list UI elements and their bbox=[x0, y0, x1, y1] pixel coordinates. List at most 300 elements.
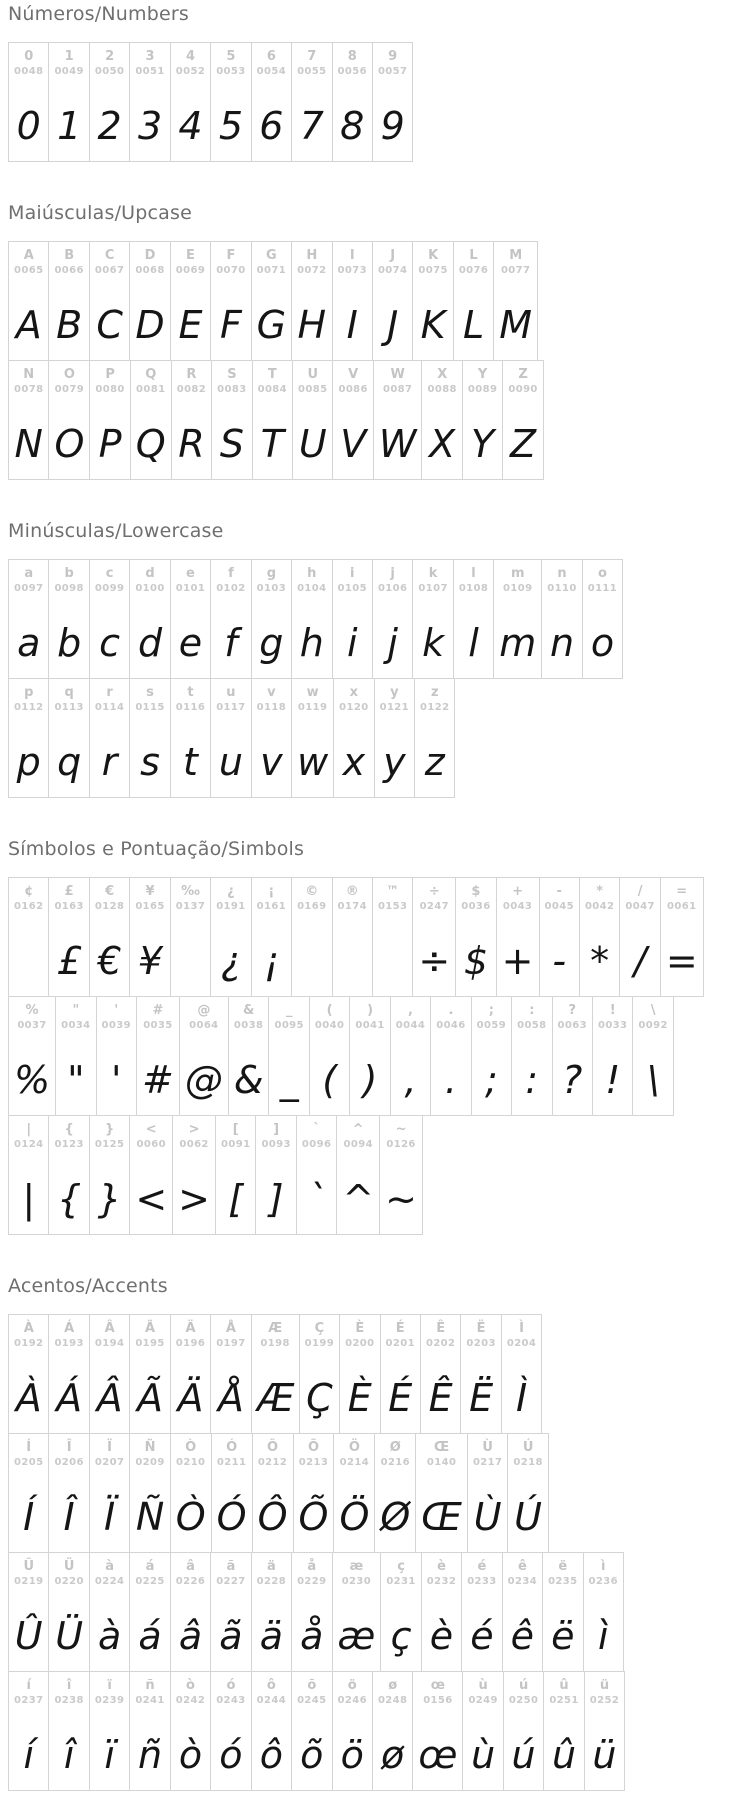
unicode-code: 0204 bbox=[506, 1338, 537, 1349]
unicode-code: 0193 bbox=[54, 1338, 84, 1349]
unicode-code: 0097 bbox=[14, 583, 44, 594]
reference-char: L bbox=[469, 248, 478, 263]
unicode-code: 0156 bbox=[423, 1695, 453, 1706]
reference-char: ® bbox=[345, 884, 359, 899]
font-glyph: g bbox=[259, 621, 284, 665]
unicode-code: 0203 bbox=[466, 1338, 496, 1349]
glyph-cell-0054 bbox=[251, 43, 291, 161]
font-glyph: ç bbox=[390, 1614, 412, 1658]
unicode-code: 0088 bbox=[427, 384, 457, 395]
font-glyph: f bbox=[224, 621, 238, 665]
glyph-cell-0224 bbox=[89, 1553, 129, 1671]
glyph-cell-0095 bbox=[268, 997, 308, 1115]
reference-char: W bbox=[390, 367, 405, 382]
reference-char: P bbox=[105, 367, 115, 382]
glyph-cell-0116 bbox=[170, 679, 210, 797]
font-glyph: â bbox=[178, 1614, 203, 1658]
glyph-cell-0069 bbox=[170, 242, 210, 360]
font-glyph: X bbox=[429, 422, 456, 466]
glyph-cell-0056 bbox=[332, 43, 372, 161]
glyph-cell-0047 bbox=[619, 878, 659, 996]
glyph-cell-0063 bbox=[552, 997, 592, 1115]
glyph-cell-0225 bbox=[129, 1553, 169, 1671]
reference-char: V bbox=[348, 367, 359, 382]
unicode-code: 0057 bbox=[377, 66, 408, 77]
glyph-cell-0213 bbox=[293, 1434, 334, 1552]
reference-char: £ bbox=[64, 884, 74, 899]
font-glyph: Î bbox=[63, 1495, 75, 1539]
unicode-code: 0054 bbox=[256, 66, 287, 77]
font-glyph: È bbox=[347, 1376, 372, 1420]
font-glyph: M bbox=[499, 303, 533, 347]
glyph-row bbox=[8, 360, 544, 480]
unicode-code: 0126 bbox=[386, 1139, 416, 1150]
unicode-code: 0163 bbox=[54, 901, 84, 912]
reference-char: } bbox=[104, 1122, 115, 1137]
glyph-row-wrap bbox=[8, 361, 730, 480]
font-glyph: t bbox=[183, 740, 198, 784]
reference-char: l bbox=[471, 566, 476, 581]
unicode-code: 0230 bbox=[341, 1576, 372, 1587]
glyph-cell-0033 bbox=[592, 997, 632, 1115]
font-glyph: å bbox=[300, 1614, 324, 1658]
glyph-row-wrap bbox=[8, 42, 730, 162]
reference-char: / bbox=[637, 884, 643, 899]
glyph-cell-0233 bbox=[461, 1553, 501, 1671]
unicode-code: 0236 bbox=[588, 1576, 618, 1587]
reference-char: C bbox=[104, 248, 115, 263]
glyph-cell-0197 bbox=[210, 1315, 250, 1433]
font-glyph: Ô bbox=[257, 1495, 288, 1539]
reference-char: f bbox=[228, 566, 234, 581]
unicode-code: 0036 bbox=[461, 901, 491, 912]
reference-char: U bbox=[307, 367, 319, 382]
font-glyph: 0 bbox=[16, 104, 41, 148]
unicode-code: 0106 bbox=[377, 583, 408, 594]
reference-char: [ bbox=[232, 1122, 239, 1137]
unicode-code: 0128 bbox=[94, 901, 125, 912]
unicode-code: 0093 bbox=[261, 1139, 291, 1150]
glyph-cell-0169 bbox=[291, 878, 331, 996]
unicode-code: 0099 bbox=[94, 583, 125, 594]
unicode-code: 0089 bbox=[467, 384, 498, 395]
unicode-code: 0063 bbox=[557, 1020, 587, 1031]
font-glyph: ö bbox=[340, 1733, 364, 1777]
font-glyph: ~ bbox=[385, 1177, 417, 1221]
unicode-code: 0231 bbox=[386, 1576, 416, 1587]
font-glyph: Â bbox=[96, 1376, 123, 1420]
reference-char: ^ bbox=[352, 1122, 364, 1137]
unicode-code: 0077 bbox=[500, 265, 531, 276]
reference-char: ï bbox=[107, 1678, 112, 1693]
unicode-code: 0161 bbox=[256, 901, 287, 912]
glyph-cell-0245 bbox=[291, 1672, 331, 1790]
glyph-cell-0094 bbox=[336, 1116, 379, 1234]
font-glyph: Ñ bbox=[135, 1495, 165, 1539]
glyph-cell-0076 bbox=[453, 242, 493, 360]
section-title-symbols: Símbolos e Pontuação/Simbols bbox=[8, 838, 305, 860]
reference-char: = bbox=[676, 884, 688, 899]
reference-char: 2 bbox=[105, 49, 115, 64]
unicode-code: 0043 bbox=[502, 901, 533, 912]
unicode-code: 0228 bbox=[256, 1576, 287, 1587]
reference-char: < bbox=[145, 1122, 157, 1137]
font-glyph: ¿ bbox=[220, 939, 241, 983]
reference-char: 9 bbox=[388, 49, 398, 64]
glyph-cell-0061 bbox=[660, 878, 703, 996]
font-glyph: É bbox=[388, 1376, 413, 1420]
font-glyph: L bbox=[462, 303, 485, 347]
reference-char: å bbox=[307, 1559, 317, 1574]
unicode-code: 0118 bbox=[256, 702, 287, 713]
unicode-code: 0120 bbox=[339, 702, 369, 713]
unicode-code: 0235 bbox=[548, 1576, 578, 1587]
font-glyph: ÷ bbox=[418, 939, 451, 983]
reference-char: h bbox=[307, 566, 317, 581]
reference-char: Ê bbox=[436, 1321, 446, 1336]
font-glyph: Õ bbox=[298, 1495, 329, 1539]
glyph-cell-0096 bbox=[296, 1116, 336, 1234]
glyph-cell-0163 bbox=[48, 878, 88, 996]
reference-char: ™ bbox=[386, 884, 400, 899]
font-glyph: > bbox=[178, 1177, 210, 1221]
glyph-cell-0243 bbox=[210, 1672, 250, 1790]
glyph-cell-0156 bbox=[412, 1672, 462, 1790]
font-glyph: Ú bbox=[514, 1495, 542, 1539]
font-glyph: c bbox=[99, 621, 121, 665]
font-glyph: F bbox=[219, 303, 242, 347]
font-glyph: Û bbox=[14, 1614, 43, 1658]
reference-char: Z bbox=[518, 367, 528, 382]
unicode-code: 0037 bbox=[17, 1020, 47, 1031]
reference-char: p bbox=[24, 685, 34, 700]
unicode-code: 0034 bbox=[61, 1020, 91, 1031]
font-glyph: Ù bbox=[473, 1495, 502, 1539]
glyph-row-wrap bbox=[8, 1314, 730, 1434]
reference-char: M bbox=[509, 248, 523, 263]
reference-char: + bbox=[512, 884, 524, 899]
font-glyph: Å bbox=[217, 1376, 244, 1420]
glyph-cell-0064 bbox=[179, 997, 228, 1115]
reference-char: 5 bbox=[226, 49, 236, 64]
reference-char: ü bbox=[599, 1678, 610, 1693]
font-glyph: œ bbox=[418, 1733, 458, 1777]
glyph-row bbox=[8, 1314, 542, 1434]
font-glyph: . bbox=[444, 1058, 457, 1102]
reference-char: D bbox=[144, 248, 156, 263]
font-glyph: € bbox=[97, 939, 122, 983]
reference-char: A bbox=[23, 248, 34, 263]
glyph-cell-0248 bbox=[372, 1672, 412, 1790]
section-title-lowercase: Minúsculas/Lowercase bbox=[8, 520, 224, 542]
glyph-cell-0153 bbox=[372, 878, 412, 996]
font-glyph: : bbox=[525, 1058, 539, 1102]
unicode-code: 0198 bbox=[260, 1338, 290, 1349]
reference-char: Ñ bbox=[144, 1440, 156, 1455]
glyph-cell-0068 bbox=[129, 242, 169, 360]
font-glyph: d bbox=[137, 621, 163, 665]
reference-char: Ã bbox=[145, 1321, 156, 1336]
unicode-code: 0072 bbox=[297, 265, 327, 276]
glyph-cell-0210 bbox=[170, 1434, 211, 1552]
font-glyph: ñ bbox=[137, 1733, 163, 1777]
font-glyph: á bbox=[138, 1614, 162, 1658]
unicode-code: 0042 bbox=[584, 901, 615, 912]
unicode-code: 0137 bbox=[175, 901, 206, 912]
reference-char: ¿ bbox=[227, 884, 235, 899]
unicode-code: 0094 bbox=[343, 1139, 373, 1150]
reference-char: Ú bbox=[522, 1440, 534, 1455]
glyph-row-wrap bbox=[8, 679, 730, 798]
font-glyph: s bbox=[140, 740, 160, 784]
unicode-code: 0246 bbox=[337, 1695, 367, 1706]
reference-char: c bbox=[105, 566, 114, 581]
glyph-cell-0198 bbox=[251, 1315, 299, 1433]
reference-char: Ø bbox=[389, 1440, 401, 1455]
reference-char: # bbox=[152, 1003, 164, 1018]
reference-char: t bbox=[187, 685, 194, 700]
unicode-code: 0067 bbox=[94, 265, 125, 276]
font-glyph: Z bbox=[510, 422, 537, 466]
unicode-code: 0109 bbox=[503, 583, 533, 594]
unicode-code: 0102 bbox=[216, 583, 246, 594]
glyph-cell-0050 bbox=[89, 43, 129, 161]
font-glyph: Ø bbox=[380, 1495, 411, 1539]
glyph-cell-0109 bbox=[493, 560, 541, 678]
reference-char: ` bbox=[313, 1122, 320, 1137]
font-glyph: & bbox=[233, 1058, 264, 1102]
reference-char: Ö bbox=[348, 1440, 360, 1455]
reference-char: X bbox=[437, 367, 448, 382]
font-glyph: Æ bbox=[256, 1376, 294, 1420]
glyph-cell-0123 bbox=[48, 1116, 88, 1234]
reference-char: E bbox=[186, 248, 195, 263]
reference-char: Ü bbox=[63, 1559, 75, 1574]
unicode-code: 0090 bbox=[508, 384, 538, 395]
glyph-cell-0230 bbox=[332, 1553, 381, 1671]
font-glyph: ; bbox=[484, 1058, 498, 1102]
section-title-uppercase: Maiúsculas/Upcase bbox=[8, 202, 193, 224]
unicode-code: 0232 bbox=[426, 1576, 457, 1587]
reference-char: Î bbox=[66, 1440, 72, 1455]
font-glyph: ó bbox=[219, 1733, 243, 1777]
reference-char: é bbox=[477, 1559, 487, 1574]
glyph-cell-0140 bbox=[415, 1434, 467, 1552]
glyph-cell-0120 bbox=[333, 679, 373, 797]
unicode-code: 0055 bbox=[297, 66, 327, 77]
unicode-code: 0241 bbox=[135, 1695, 165, 1706]
reference-char: _ bbox=[285, 1003, 293, 1018]
font-glyph: _ bbox=[279, 1058, 299, 1102]
reference-char: w bbox=[306, 685, 319, 700]
reference-char: z bbox=[430, 685, 439, 700]
glyph-cell-0249 bbox=[462, 1672, 502, 1790]
glyph-cell-0080 bbox=[89, 361, 129, 479]
reference-char: a bbox=[24, 566, 34, 581]
unicode-code: 0212 bbox=[257, 1457, 288, 1468]
reference-char: % bbox=[25, 1003, 39, 1018]
glyph-cell-0041 bbox=[349, 997, 389, 1115]
reference-char: ê bbox=[517, 1559, 527, 1574]
section-title-numbers: Números/Numbers bbox=[8, 3, 189, 25]
glyph-cell-0203 bbox=[460, 1315, 500, 1433]
glyph-cell-0086 bbox=[332, 361, 372, 479]
reference-char: Ù bbox=[482, 1440, 493, 1455]
reference-char: ; bbox=[488, 1003, 494, 1018]
unicode-code: 0217 bbox=[472, 1457, 503, 1468]
glyph-cell-0237 bbox=[9, 1672, 48, 1790]
unicode-code: 0076 bbox=[458, 265, 489, 276]
font-glyph: 2 bbox=[97, 104, 122, 148]
font-glyph: ò bbox=[178, 1733, 203, 1777]
glyph-cell-0087 bbox=[373, 361, 422, 479]
font-glyph: õ bbox=[300, 1733, 324, 1777]
glyph-cell-0112 bbox=[9, 679, 48, 797]
font-glyph: ` bbox=[307, 1177, 327, 1221]
glyph-cell-0242 bbox=[170, 1672, 210, 1790]
reference-char: ( bbox=[326, 1003, 333, 1018]
font-glyph: £ bbox=[57, 939, 82, 983]
unicode-code: 0213 bbox=[298, 1457, 329, 1468]
font-glyph: Í bbox=[23, 1495, 35, 1539]
font-glyph: Ï bbox=[103, 1495, 116, 1539]
reference-char: r bbox=[106, 685, 113, 700]
glyph-cell-0058 bbox=[511, 997, 551, 1115]
glyph-cell-0199 bbox=[299, 1315, 339, 1433]
reference-char: { bbox=[64, 1122, 74, 1137]
font-glyph: Q bbox=[135, 422, 166, 466]
reference-char: q bbox=[64, 685, 74, 700]
glyph-cell-0083 bbox=[211, 361, 251, 479]
reference-char: * bbox=[596, 884, 604, 899]
font-glyph: Ö bbox=[339, 1495, 370, 1539]
font-glyph: + bbox=[501, 939, 534, 983]
font-glyph: ' bbox=[111, 1058, 122, 1102]
reference-char: ø bbox=[388, 1678, 398, 1693]
font-glyph: H bbox=[297, 303, 327, 347]
unicode-code: 0124 bbox=[14, 1139, 44, 1150]
unicode-code: 0194 bbox=[94, 1338, 125, 1349]
glyph-row-wrap bbox=[8, 1672, 730, 1791]
glyph-cell-0192 bbox=[9, 1315, 48, 1433]
font-glyph: ä bbox=[259, 1614, 283, 1658]
font-glyph: Ê bbox=[428, 1376, 453, 1420]
font-glyph: r bbox=[101, 740, 118, 784]
unicode-code: 0225 bbox=[135, 1576, 165, 1587]
reference-char: g bbox=[266, 566, 276, 581]
glyph-cell-0084 bbox=[252, 361, 292, 479]
font-glyph: h bbox=[299, 621, 324, 665]
glyph-cell-0125 bbox=[89, 1116, 129, 1234]
reference-char: á bbox=[145, 1559, 155, 1574]
glyph-cell-0044 bbox=[390, 997, 430, 1115]
unicode-code: 0195 bbox=[135, 1338, 165, 1349]
glyph-row-wrap bbox=[8, 1553, 730, 1672]
glyph-cell-0246 bbox=[332, 1672, 372, 1790]
font-glyph: i bbox=[346, 621, 358, 665]
font-glyph: w bbox=[297, 740, 329, 784]
glyph-cell-0071 bbox=[251, 242, 291, 360]
glyph-cell-0093 bbox=[255, 1116, 295, 1234]
unicode-code: 0086 bbox=[338, 384, 368, 395]
font-glyph: Ä bbox=[177, 1376, 204, 1420]
glyph-cell-0117 bbox=[210, 679, 250, 797]
font-glyph: À bbox=[15, 1376, 42, 1420]
font-glyph: 4 bbox=[178, 104, 203, 148]
font-glyph: ù bbox=[471, 1733, 496, 1777]
reference-char: n bbox=[557, 566, 567, 581]
glyph-cell-0229 bbox=[291, 1553, 331, 1671]
font-glyph: x bbox=[342, 740, 366, 784]
font-glyph: p bbox=[16, 740, 41, 784]
glyph-cell-0241 bbox=[129, 1672, 169, 1790]
reference-char: 4 bbox=[185, 49, 195, 64]
section-lowercase bbox=[8, 520, 730, 798]
reference-char: e bbox=[186, 566, 195, 581]
unicode-code: 0218 bbox=[513, 1457, 543, 1468]
glyph-row-wrap bbox=[8, 877, 730, 997]
font-glyph: 9 bbox=[380, 104, 405, 148]
reference-char: j bbox=[390, 566, 395, 581]
section-uppercase bbox=[8, 202, 730, 480]
font-glyph: ü bbox=[592, 1733, 617, 1777]
glyph-cell-0090 bbox=[502, 361, 542, 479]
unicode-code: 0239 bbox=[94, 1695, 125, 1706]
font-glyph: Ã bbox=[137, 1376, 164, 1420]
unicode-code: 0191 bbox=[216, 901, 246, 912]
unicode-code: 0122 bbox=[420, 702, 450, 713]
glyph-cell-0232 bbox=[421, 1553, 461, 1671]
reference-char: Õ bbox=[307, 1440, 319, 1455]
glyph-cell-0065 bbox=[9, 242, 48, 360]
font-glyph: [ bbox=[228, 1177, 244, 1221]
reference-char: ÷ bbox=[428, 884, 440, 899]
glyph-cell-0082 bbox=[171, 361, 211, 479]
unicode-code: 0075 bbox=[418, 265, 448, 276]
reference-char: Â bbox=[104, 1321, 115, 1336]
reference-char: N bbox=[23, 367, 35, 382]
reference-char: À bbox=[23, 1321, 34, 1336]
reference-char: v bbox=[267, 685, 276, 700]
glyph-cell-0060 bbox=[129, 1116, 172, 1234]
glyph-cell-0113 bbox=[48, 679, 88, 797]
reference-char: Ä bbox=[185, 1321, 196, 1336]
unicode-code: 0062 bbox=[179, 1139, 209, 1150]
unicode-code: 0095 bbox=[274, 1020, 304, 1031]
unicode-code: 0165 bbox=[135, 901, 165, 912]
font-glyph: P bbox=[98, 422, 122, 466]
font-glyph: é bbox=[470, 1614, 494, 1658]
reference-char: i bbox=[349, 566, 355, 581]
reference-char: ö bbox=[347, 1678, 357, 1693]
reference-char: ô bbox=[266, 1678, 276, 1693]
reference-char: œ bbox=[430, 1678, 446, 1693]
font-glyph: N bbox=[14, 422, 43, 466]
unicode-code: 0112 bbox=[14, 702, 44, 713]
font-glyph: @ bbox=[184, 1058, 223, 1102]
glyph-cell-0074 bbox=[372, 242, 412, 360]
font-glyph: Ü bbox=[55, 1614, 84, 1658]
glyph-cell-0122 bbox=[414, 679, 454, 797]
glyph-cell-0211 bbox=[211, 1434, 252, 1552]
font-glyph: J bbox=[387, 303, 399, 347]
unicode-code: 0087 bbox=[382, 384, 413, 395]
font-glyph: à bbox=[97, 1614, 122, 1658]
unicode-code: 0096 bbox=[301, 1139, 332, 1150]
reference-char: B bbox=[64, 248, 75, 263]
reference-char: Û bbox=[23, 1559, 34, 1574]
reference-char: Æ bbox=[268, 1321, 283, 1336]
